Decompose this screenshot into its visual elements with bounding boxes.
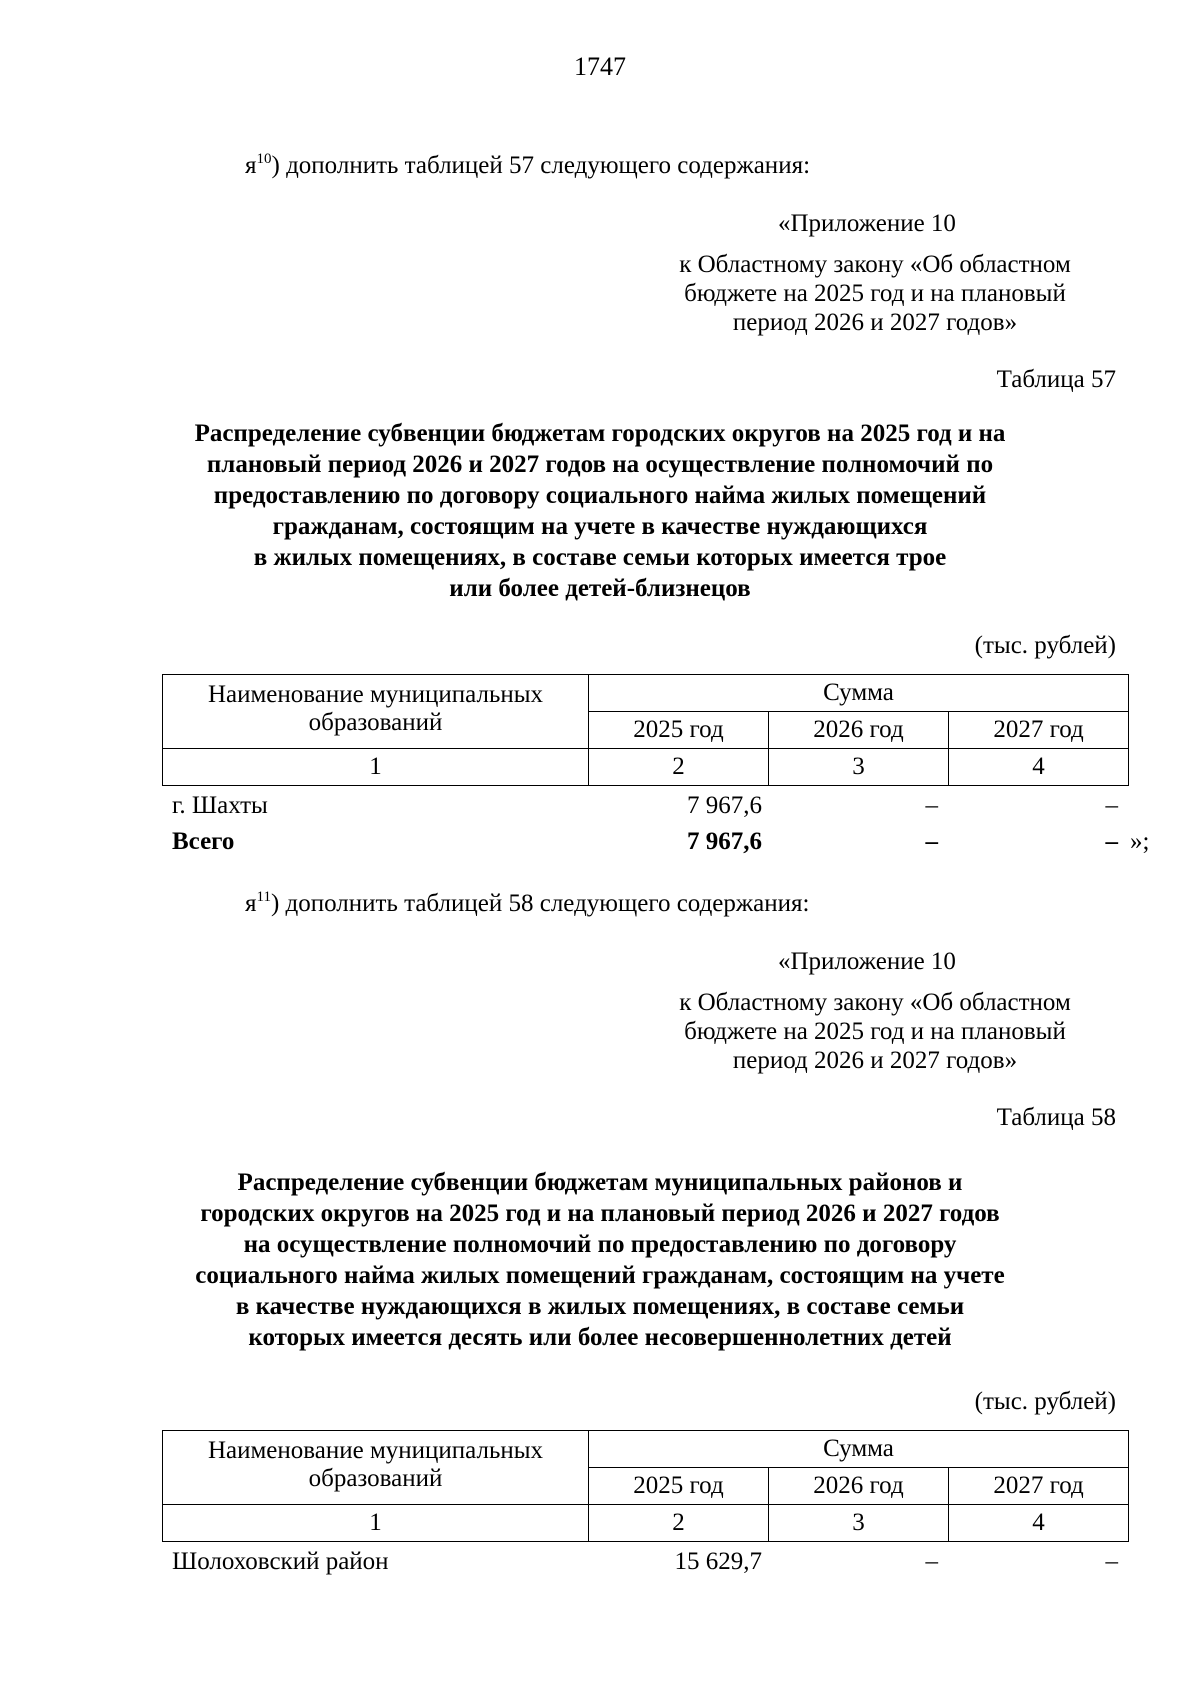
column-number: 1	[163, 1505, 589, 1542]
column-number: 4	[949, 749, 1129, 786]
row-name: Шолоховский район	[172, 1548, 389, 1575]
heading-line: Распределение субвенции бюджетам муниципальных районов и	[237, 1169, 963, 1196]
row-value-2025: 7 967,6	[687, 792, 762, 819]
item-superscript: 11	[256, 889, 271, 905]
heading-line: предоставлению по договору социального найма жилых помещений	[213, 482, 987, 509]
heading-line: городских округов на 2025 год и на плановый период 2026 и 2027 годов	[200, 1200, 1000, 1227]
appendix-line: период 2026 и 2027 годов»	[732, 309, 1018, 336]
item-prefix: я	[245, 890, 257, 917]
name-column-header	[163, 1431, 589, 1505]
row-name: Всего	[172, 828, 235, 855]
units-label: (тыс. рублей)	[974, 1388, 1116, 1415]
table-label-58: Таблица 58	[996, 1104, 1116, 1131]
row-value-2026: –	[925, 792, 938, 819]
amendment-item-10	[245, 152, 810, 180]
column-number: 3	[769, 1505, 949, 1542]
year-header-2027: 2027 год	[949, 712, 1129, 749]
page-number: 1747	[574, 52, 626, 81]
heading-line: плановый период 2026 и 2027 годов на осуществление полномочий по	[206, 451, 994, 478]
heading-line: на осуществление полномочий по предоставлению по договору	[243, 1231, 957, 1258]
appendix-line: бюджете на 2025 год и на плановый	[684, 1018, 1066, 1045]
item-prefix: я	[245, 152, 257, 179]
sum-column-header: Сумма	[589, 1431, 1129, 1468]
table-row	[162, 792, 1128, 826]
table-heading-58	[140, 1167, 1060, 1353]
sum-column-header: Сумма	[589, 675, 1129, 712]
heading-line: в качестве нуждающихся в жилых помещениях, в составе семьи	[235, 1293, 965, 1320]
heading-line: которых имеется десять или более несовершеннолетних детей	[248, 1324, 952, 1351]
appendix-line: бюджете на 2025 год и на плановый	[684, 280, 1066, 307]
appendix-title: «Приложение 10	[778, 210, 956, 237]
table-label-57: Таблица 57	[996, 366, 1116, 393]
column-number: 1	[163, 749, 589, 786]
appendix-line: период 2026 и 2027 годов»	[732, 1047, 1018, 1074]
appendix-subtitle	[640, 988, 1110, 1075]
row-value-2025: 15 629,7	[674, 1548, 762, 1575]
column-number: 4	[949, 1505, 1129, 1542]
table-row-total	[162, 828, 1150, 862]
heading-line: гражданам, состоящим на учете в качестве нуждающихся	[272, 513, 928, 540]
item-superscript: 10	[256, 151, 272, 167]
header-line: Наименование муниципальных	[207, 681, 544, 708]
column-number: 2	[589, 1505, 769, 1542]
closing-quote: »;	[1130, 828, 1150, 855]
appendix-subtitle	[640, 250, 1110, 337]
year-header-2026: 2026 год	[769, 1468, 949, 1505]
row-name: г. Шахты	[172, 792, 268, 819]
item-text: ) дополнить таблицей 58 следующего содержания:	[270, 890, 810, 917]
column-number: 2	[589, 749, 769, 786]
year-header-2025: 2025 год	[589, 712, 769, 749]
year-header-2027: 2027 год	[949, 1468, 1129, 1505]
heading-line: в жилых помещениях, в составе семьи которых имеется трое	[253, 544, 947, 571]
column-number: 3	[769, 749, 949, 786]
heading-line: социального найма жилых помещений гражданам, состоящим на учете	[195, 1262, 1005, 1289]
units-label: (тыс. рублей)	[974, 632, 1116, 659]
row-value-2027: –	[1105, 1548, 1118, 1575]
header-line: образований	[308, 1465, 443, 1492]
appendix-line: к Областному закону «Об областном	[679, 989, 1071, 1016]
heading-line: Распределение субвенции бюджетам городских округов на 2025 год и на	[194, 420, 1006, 447]
appendix-line: к Областному закону «Об областном	[679, 251, 1071, 278]
table-heading-57	[140, 418, 1060, 604]
row-value-2027: –	[1105, 828, 1118, 855]
row-value-2025: 7 967,6	[687, 828, 762, 855]
heading-line: или более детей-близнецов	[449, 575, 751, 602]
item-text: ) дополнить таблицей 57 следующего содержания:	[271, 152, 811, 179]
table-58-header	[162, 1430, 1129, 1542]
row-value-2026: –	[925, 1548, 938, 1575]
amendment-item-11	[245, 890, 809, 918]
table-row	[162, 1548, 1128, 1582]
year-header-2026: 2026 год	[769, 712, 949, 749]
appendix-title: «Приложение 10	[778, 948, 956, 975]
row-value-2027: –	[1105, 792, 1118, 819]
row-value-2026: –	[925, 828, 938, 855]
year-header-2025: 2025 год	[589, 1468, 769, 1505]
header-line: образований	[308, 709, 443, 736]
name-column-header	[163, 675, 589, 749]
header-line: Наименование муниципальных	[207, 1437, 544, 1464]
table-57-header	[162, 674, 1129, 786]
